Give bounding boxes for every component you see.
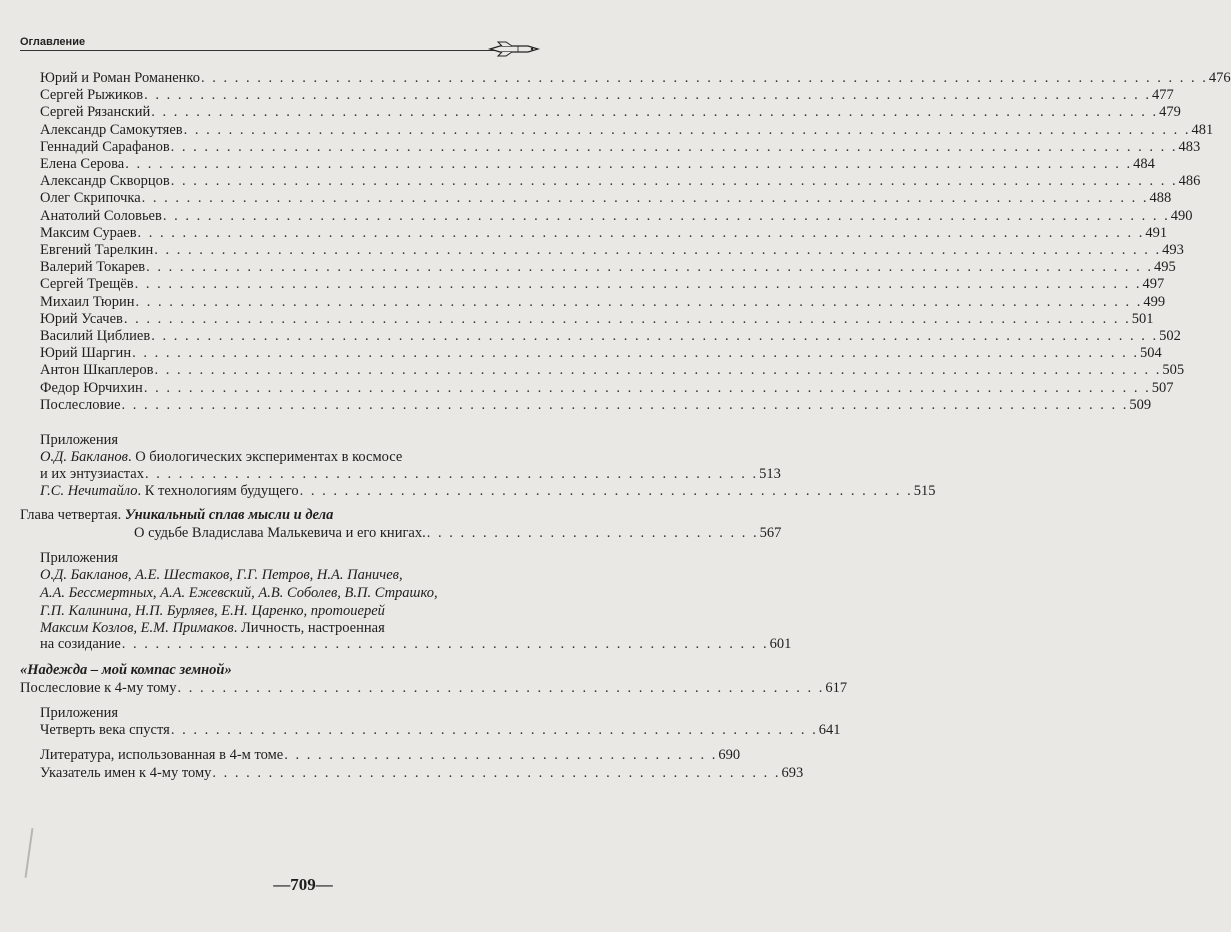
entry-title: Евгений Тарелкин: [40, 242, 154, 258]
entry-authors: А.А. Бессмертных, А.А. Ежевский, А.В. Соболев, В.П. Страшко,: [40, 585, 438, 601]
page-number: —709—: [273, 875, 333, 894]
entry-page: 690: [718, 747, 741, 763]
entry-title: Юрий Усачев: [40, 310, 123, 327]
leader-dots: . . . . . . . . . . . . . . . . . . . . . . . . . . . . . . . . . . . . . . . . . . . . . . . . . . . . . . . . . . . . . . . . . . . . . . . . . . . . . . . . . . . . . . . . . .: [162, 207, 1170, 224]
entry-title: Максим Сураев: [40, 224, 137, 241]
entry-page: 507: [1151, 379, 1174, 396]
leader-dots: . . . . . . . . . . . . . . . . . . . . . . . . . . . . . . . . . . . . . . .: [284, 747, 718, 763]
entry-page: 617: [825, 680, 848, 696]
entry-page: 497: [1142, 276, 1165, 293]
entry-author: Г.С. Нечитайло: [40, 483, 138, 499]
entry-page: 509: [1129, 396, 1152, 413]
entry-title: Послесловие: [40, 396, 121, 413]
appendix-heading: Приложения: [40, 550, 119, 566]
toc-entry[interactable]: [40, 482, 936, 500]
header-rule: [20, 50, 520, 51]
toc-entry[interactable]: [40, 310, 1154, 328]
entry-page: 515: [913, 483, 936, 499]
leader-dots: . . . . . . . . . . . . . . . . . . . . . . . . . . . . . . . . . . . . . . . . . . . . . . . . . . . . . . . . . . . . . . . . . . . . . . . . . . . . . . . . . . . . . . . . . .: [121, 396, 1129, 413]
entry-title: Сергей Трещёв: [40, 276, 134, 293]
entry-title: Юрий Шаргин: [40, 345, 132, 362]
entry-page: 491: [1145, 224, 1168, 241]
toc-entry[interactable]: [40, 327, 1181, 345]
leader-dots: . . . . . . . . . . . . . . . . . . . . . . . . . . . . . . . . . . . . . . . . . . . . . . . . . . . . . . . . . .: [121, 636, 769, 652]
pencil-mark: [25, 828, 34, 878]
toc-entry[interactable]: [40, 138, 1201, 156]
toc-entry[interactable]: [40, 207, 1193, 225]
appendix-heading: Приложения: [40, 705, 119, 721]
leader-dots: . . . . . . . . . . . . . . . . . . . . . . . . . . . . . . . . . . . . . . . . . . . . . . . . . . . . . . . . . . . . . . . . . . . . . . . . . . . . . . . . . . . . . . . . . .: [200, 70, 1208, 86]
entry-title: Сергей Рыжиков: [40, 87, 144, 104]
entry-title: Федор Юрчихин: [40, 379, 143, 396]
entry-title: Елена Серова: [40, 156, 125, 172]
entry-page: 504: [1139, 345, 1162, 362]
leader-dots: . . . . . . . . . . . . . . . . . . . . . . . . . . . . . . . . . . . . . . . . . . . . . . . . . . . . . . . . . . . . . . . . . . . . . . . . . . . . . . . . . . . . . . . . . .: [134, 276, 1142, 293]
toc-entry[interactable]: [40, 121, 1214, 139]
entry-page: 567: [759, 525, 782, 541]
toc-entry[interactable]: [40, 241, 1184, 259]
toc-entry[interactable]: [40, 465, 781, 483]
entry-title: Михаил Тюрин: [40, 293, 135, 310]
entry-authors: О.Д. Бакланов, А.Е. Шестаков, Г.Г. Петров, Н.А. Паничев,: [40, 567, 403, 583]
entry-title: Антон Шкаплеров: [40, 362, 154, 379]
entry-title: Юрий и Роман Романенко: [40, 70, 200, 86]
entry-title: О судьбе Владислава Малькевича и его книгах.: [134, 525, 426, 541]
entry-page: 490: [1170, 207, 1193, 224]
toc-entry[interactable]: [40, 155, 1155, 173]
entry-page: 601: [769, 636, 792, 652]
toc-entry[interactable]: [134, 524, 782, 542]
entry-title: Василий Циблиев: [40, 328, 151, 344]
toc-entry[interactable]: [40, 635, 792, 653]
space-shuttle-icon: [488, 41, 542, 57]
entry-page: 477: [1151, 87, 1174, 104]
entry-title: Послесловие к 4-му тому: [20, 680, 177, 696]
leader-dots: . . . . . . . . . . . . . . . . . . . . . . . . . . . . . . . . . . . . . . . . . . . . . . . . . . . . . . . . . .: [177, 680, 825, 696]
toc-entry[interactable]: [40, 293, 1166, 311]
entry-title: . К технологиям будущего: [137, 483, 299, 499]
entry-page: 476: [1208, 70, 1231, 86]
toc-entry[interactable]: [40, 86, 1174, 104]
entry-page: 501: [1131, 310, 1154, 327]
entry-page: 486: [1178, 173, 1201, 190]
entry-page: 481: [1191, 121, 1214, 138]
entry-title: Сергей Рязанский: [40, 104, 151, 121]
leader-dots: . . . . . . . . . . . . . . . . . . . . . . . . . . . . . . . . . . . . . . . . . . . . . . . . . . . . . . . . . . . . . . . . . . . . . . . . . . . . . . . . . . . . . . . . . .: [151, 328, 1159, 344]
toc-entry[interactable]: [40, 103, 1181, 121]
entry-title: Олег Скрипочка: [40, 190, 141, 207]
leader-dots: . . . . . . . . . . . . . . . . . . . . . . . . . . . . . . . . . . . . . . . . . . . . . . . . . . . . . . . . . . . . . . . . . . . . . . . . . . . . . . . . . . . . . . . . . .: [143, 379, 1151, 396]
leader-dots: . . . . . . . . . . . . . . . . . . . . . . . . . . . . . . . . . . . . . . . . . . . . . . . . . . . . . . . . . . . . . . . . . . . . . . . . . . . . . . . . . . . . . . . . . .: [146, 259, 1153, 276]
entry-page: 493: [1162, 242, 1184, 258]
entry-page: 488: [1149, 190, 1172, 207]
entry-page: 513: [759, 466, 781, 482]
entry-title: Анатолий Соловьев: [40, 207, 162, 224]
entry-title-cont: и их энтузиастах: [40, 466, 144, 482]
entry-page: 483: [1178, 138, 1201, 155]
leader-dots: . . . . . . . . . . . . . . . . . . . . . . . . . . . . . . . . . . . . . . . . . . . . . . . . . . . . . . . . . . . . . . . . . . . . . . . . . . . . . . . . . . . . . . . . . .: [132, 345, 1139, 362]
toc-entry[interactable]: [40, 379, 1174, 397]
toc-entry[interactable]: [40, 189, 1172, 207]
chapter-label: Глава четвертая.: [20, 507, 122, 523]
leader-dots: . . . . . . . . . . . . . . . . . . . . . . . . . . . . . . . . . . . . . . . . . . . . . . . . . . .: [212, 765, 781, 781]
chapter-title: Уникальный сплав мысли и дела: [124, 507, 334, 523]
leader-dots: . . . . . . . . . . . . . . . . . . . . . . . . . . . . . . . . . . . . . . . . . . . . . . . . . . . . . . . . . . . . . . . . . . . . . . . . . . . . . . . . . . . . . . . . . .: [144, 87, 1151, 104]
leader-dots: . . . . . . . . . . . . . . . . . . . . . . . . . . . . . . . . . . . . . . . . . . . . . . . . . . . . . . . . . .: [170, 722, 818, 738]
entry-page: 693: [781, 765, 804, 781]
leader-dots: . . . . . . . . . . . . . . . . . . . . . . . . . . . . . . . . . . . . . . . . . . . . . . . . . . . . . . . . . . . . . . . . . . . . . . . . . . . . . . . . . . . . . . . . . .: [170, 138, 1178, 155]
toc-entry[interactable]: [40, 396, 1152, 414]
running-header: Оглавление: [20, 36, 86, 48]
leader-dots: . . . . . . . . . . . . . . . . . . . . . . . . . . . . . . . . . . . . . . . . . . . . . . . . . . . . . . . . . . . . . . . . . . . . . . . . . . . . . . . . . . . . . . . . . .: [170, 173, 1178, 190]
toc-entry[interactable]: [40, 361, 1185, 379]
entry-authors: Максим Козлов, Е.М. Примаков: [40, 620, 234, 636]
entry-title: Указатель имен к 4-му тому: [40, 765, 212, 781]
leader-dots: . . . . . . . . . . . . . . . . . . . . . . . . . . . . . . . . . . . . . . . . . . . . . . . . . . . . . . . . . . . . . . . . . . . . . . . . . . . . . . . . . . . . . . . . . .: [183, 121, 1191, 138]
leader-dots: . . . . . . . . . . . . . . . . . . . . . . . . . . . . . . . . . . . . . . . . . . . . . . . . . . . . . . . . . . . . . . . . . . . . . . . . . . . . . . . . . . . . . . . . . .: [141, 190, 1149, 207]
appendix-heading: Приложения: [40, 432, 119, 448]
leader-dots: . . . . . . . . . . . . . . . . . . . . . . . . . . . . . . . . . . . . . . . . . . . . . . . . . . . . . . . . . . . . . . . . . . . . . . . . . . . . . . . . . . . . . . . . . .: [151, 104, 1159, 121]
entry-page: 499: [1143, 293, 1166, 310]
entry-page: 495: [1154, 259, 1176, 276]
entry-page: 479: [1159, 104, 1181, 121]
entry-title: Четверть века спустя: [40, 722, 170, 738]
leader-dots: . . . . . . . . . . . . . . . . . . . . . . . . . . . . . . . . . . . . . . . . . . . . . . . . . . . . . . . . . . . . . . . . . . . . . . . . . . . . . . . . . . . . . . . . . .: [154, 362, 1162, 379]
entry-title-cont: на созидание: [40, 636, 121, 652]
toc-entry[interactable]: [40, 275, 1165, 293]
entry-authors: Г.П. Калинина, Н.П. Бурляев, Е.Н. Царенко, протоиерей: [40, 603, 385, 619]
leader-dots: . . . . . . . . . . . . . . . . . . . . . . . . . . . . . . . . . . . . . . . . . . . . . . . . . . . . . . . . . . . . . . . . . . . . . . . . . . . . . . . . . . . . . . . . . .: [123, 310, 1131, 327]
leader-dots: . . . . . . . . . . . . . . . . . . . . . . . . . . . . . . . . . . . . . . . . . . . . . . . . . . . . . . . . . . . . . . . . . . . . . . . . . . . . . . . . . . . . . . . . . .: [135, 293, 1143, 310]
entry-page: 641: [818, 722, 841, 738]
entry-page: 484: [1133, 156, 1155, 172]
toc-entry[interactable]: [40, 344, 1162, 362]
part-title[interactable]: «Надежда – мой компас земной»: [20, 662, 232, 678]
toc-entry[interactable]: [40, 172, 1201, 190]
leader-dots: . . . . . . . . . . . . . . . . . . . . . . . . . . . . . . . . . . . . . . . . . . . . . . . . . . . . . . .: [299, 483, 913, 499]
toc-entry[interactable]: [40, 721, 841, 739]
toc-entry[interactable]: [40, 224, 1168, 242]
toc-entry[interactable]: [40, 746, 741, 764]
appendix-entry: [40, 448, 402, 466]
entry-title: . О биологических экспериментах в космосе: [127, 449, 403, 465]
entry-title: Литература, использованная в 4-м томе: [40, 747, 284, 763]
entry-page: 505: [1162, 362, 1185, 379]
entry-title: Александр Скворцов: [40, 173, 170, 190]
toc-entry[interactable]: [40, 69, 1231, 87]
leader-dots: . . . . . . . . . . . . . . . . . . . . . . . . . . . . . .: [426, 525, 759, 541]
toc-entry[interactable]: [40, 258, 1176, 276]
leader-dots: . . . . . . . . . . . . . . . . . . . . . . . . . . . . . . . . . . . . . . . . . . . . . . . . . . . . . . . . . . . . . . . . . . . . . . . . . . . . . . . . . . . . . . . . . .: [137, 224, 1145, 241]
chapter-heading[interactable]: [20, 506, 333, 524]
entry-title: . Личность, настроенная: [233, 620, 385, 636]
leader-dots: . . . . . . . . . . . . . . . . . . . . . . . . . . . . . . . . . . . . . . . . . . . . . . . . . . . . . . .: [144, 466, 759, 482]
toc-entry[interactable]: [20, 679, 848, 697]
entry-title: Валерий Токарев: [40, 259, 146, 276]
entry-page: 502: [1159, 328, 1181, 344]
leader-dots: . . . . . . . . . . . . . . . . . . . . . . . . . . . . . . . . . . . . . . . . . . . . . . . . . . . . . . . . . . . . . . . . . . . . . . . . . . . . . . . . . . . . . . . . . .: [154, 242, 1162, 258]
entry-text: [40, 482, 299, 500]
entry-author: О.Д. Бакланов: [40, 449, 128, 465]
leader-dots: . . . . . . . . . . . . . . . . . . . . . . . . . . . . . . . . . . . . . . . . . . . . . . . . . . . . . . . . . . . . . . . . . . . . . . . . . . . . . . . . . . . . . . . . . .: [125, 156, 1133, 172]
toc-entry[interactable]: [40, 764, 804, 782]
entry-title: Александр Самокутяев: [40, 121, 183, 138]
entry-title: Геннадий Сарафанов: [40, 138, 170, 155]
